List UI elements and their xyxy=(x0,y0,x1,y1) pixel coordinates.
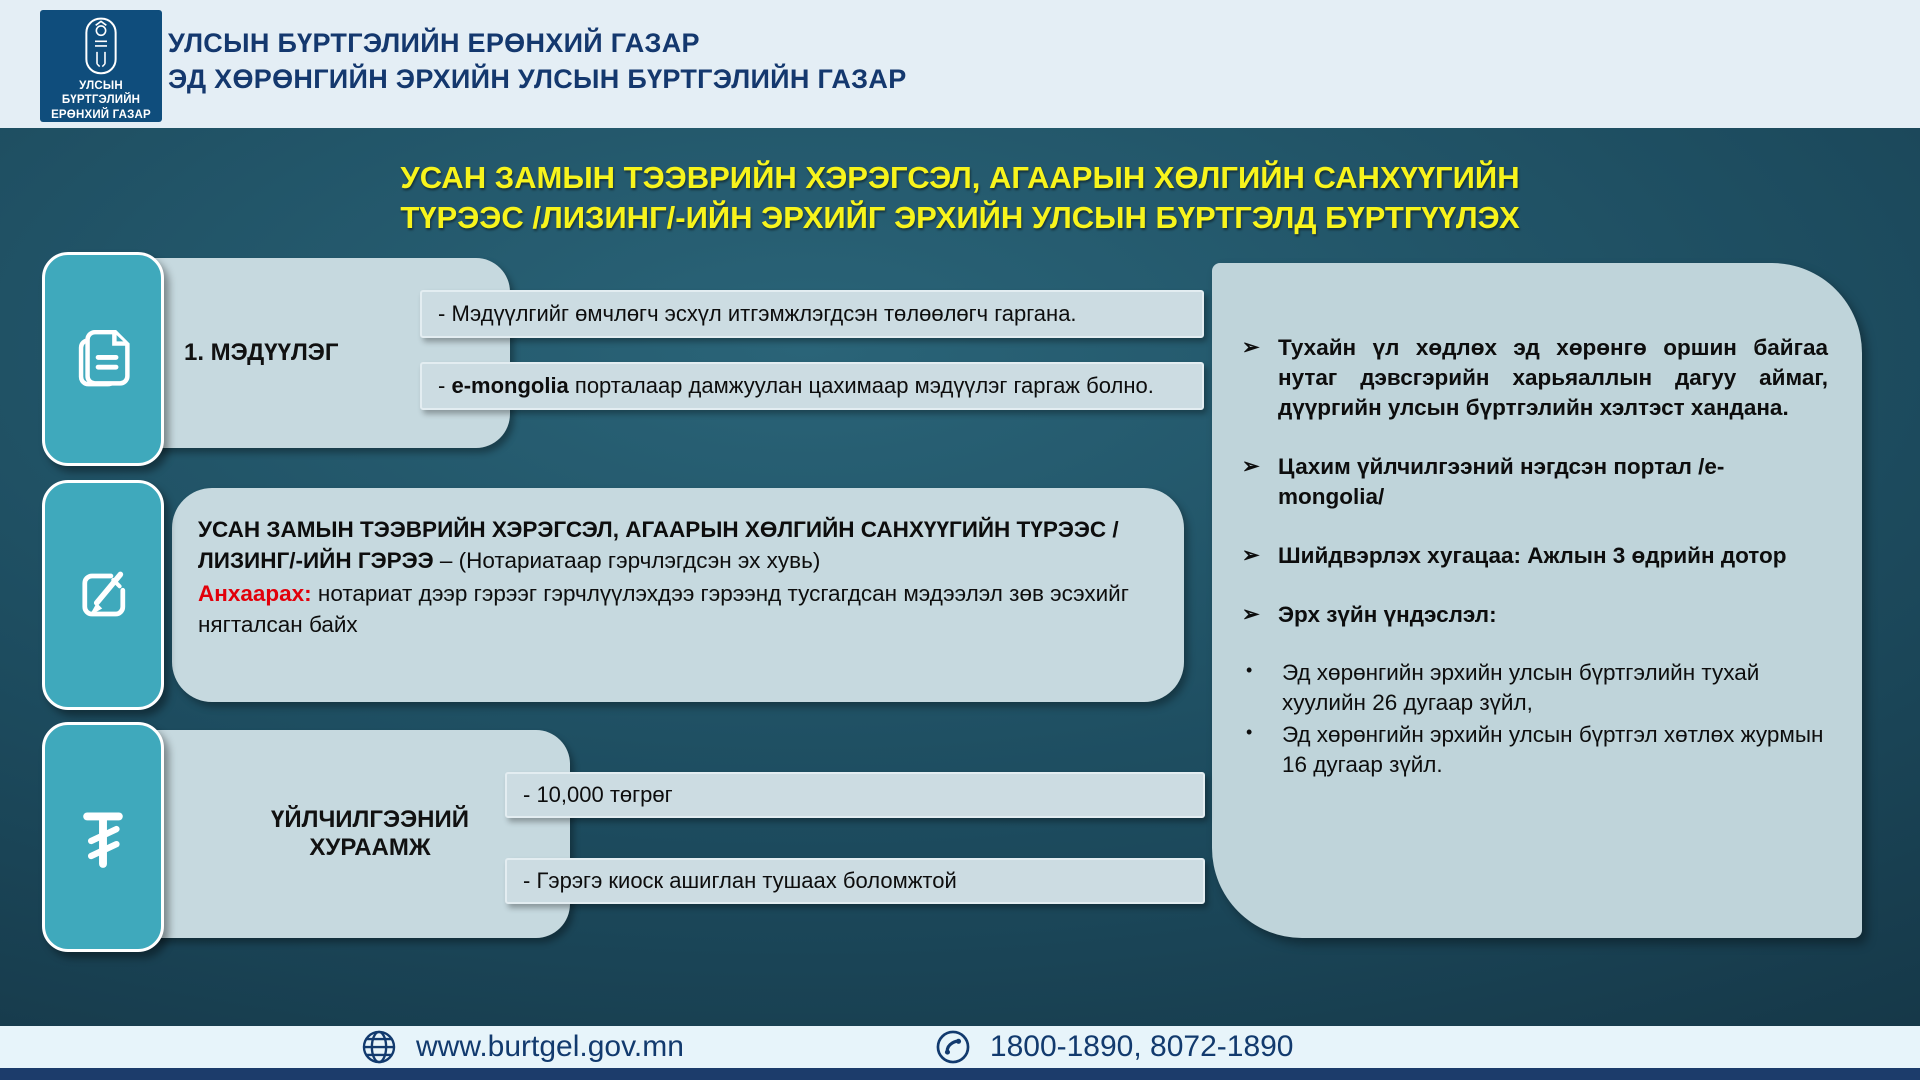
documents-icon xyxy=(64,320,142,398)
step2-contract-box xyxy=(172,488,1184,702)
info-bullet-legal-basis: ➢ Эрх зүйн үндэслэл: xyxy=(1242,600,1828,630)
info-panel xyxy=(1212,263,1862,938)
tugrik-currency-icon xyxy=(65,799,141,875)
step3-note1 xyxy=(505,772,1205,818)
header-bar xyxy=(0,0,1920,128)
step3-note2 xyxy=(505,858,1205,904)
step2-contract-title: УСАН ЗАМЫН ТЭЭВРИЙН ХЭРЭГСЭЛ, АГААРЫН ХӨЛГИЙН САНХҮҮГИЙН ТҮРЭЭС /ЛИЗИНГ/-ИЙН ГЭРЭЭ – (Нотариатаар гэрчлэгдсэн эх хувь) xyxy=(198,517,1119,574)
page-title-line2: ТҮРЭЭС /ЛИЗИНГ/-ИЙН ЭРХИЙГ ЭРХИЙН УЛСЫН БҮРТГЭЛД БҮРТГҮҮЛЭХ xyxy=(400,199,1520,235)
dot-bullet-icon: • xyxy=(1246,660,1253,681)
step3-label-line1: ҮЙЛЧИЛГЭЭНИЙ xyxy=(271,806,469,833)
state-registration-emblem-icon xyxy=(81,16,121,76)
step3-label xyxy=(271,806,469,862)
info-bullet-deadline: ➢ Шийдвэрлэх хугацаа: Ажлын 3 өдрийн дотор xyxy=(1242,541,1828,571)
page-title-line1: УСАН ЗАМЫН ТЭЭВРИЙН ХЭРЭГСЭЛ, АГААРЫН ХӨЛГИЙН САНХҮҮГИЙН xyxy=(400,160,1520,195)
step1-note1 xyxy=(420,290,1204,338)
arrow-bullet-icon: ➢ xyxy=(1242,454,1260,478)
footer-phone-text: 1800-1890, 8072-1890 xyxy=(989,1030,1294,1063)
step3-note2-text: - Гэрэгэ киоск ашиглан тушаах боломжтой xyxy=(523,868,957,893)
info-bullet-rule-16: • Эд хөрөнгийн эрхийн улсын бүртгэл хөтлөх журмын 16 дугаар зүйл. xyxy=(1242,720,1828,780)
step2-warning: Анхаарах: нотариат дээр гэрээг гэрчлүүлэхдээ гэрээнд тусгагдсан мэдээлэл зөв эсэхийг нягталсан байх xyxy=(198,581,1129,638)
footer-phone xyxy=(934,1028,1294,1066)
arrow-bullet-icon: ➢ xyxy=(1242,543,1260,567)
agency-title-line2: ЭД ХӨРӨНГИЙН ЭРХИЙН УЛСЫН БҮРТГЭЛИЙН ГАЗАР xyxy=(168,63,907,94)
arrow-bullet-icon: ➢ xyxy=(1242,336,1260,359)
globe-icon xyxy=(360,1028,398,1066)
info-bullet-portal: ➢ Цахим үйлчилгээний нэгдсэн портал /e-mongolia/ xyxy=(1242,452,1828,512)
page-title xyxy=(0,158,1920,237)
dot-bullet-icon: • xyxy=(1246,722,1253,743)
info-bullet-law-26: • Эд хөрөнгийн эрхийн улсын бүртгэлийн тухай хуулийн 26 дугаар зүйл, xyxy=(1242,658,1828,718)
step3-tile xyxy=(42,722,164,952)
footer-website xyxy=(360,1028,684,1066)
arrow-bullet-icon: ➢ xyxy=(1242,602,1260,626)
logo-caption-line1: УЛСЫН БҮРТГЭЛИЙН xyxy=(61,79,141,107)
footer-bar xyxy=(0,1026,1920,1068)
step1-note1-text: - Мэдүүлгийг өмчлөгч эсхүл итгэмжлэгдсэн төлөөлөгч гаргана. xyxy=(438,301,1077,326)
bottom-accent-strip xyxy=(0,1068,1920,1080)
info-bullet-jurisdiction: ➢ Тухайн үл хөдлөх эд хөрөнгө оршин байгаа нутаг дэвсгэрийн харьяаллын дагуу аймаг, дүүргийн улсын бүртгэлийн хэлтэст хандана. xyxy=(1242,333,1828,423)
step1-note2 xyxy=(420,362,1204,410)
phone-icon xyxy=(934,1028,972,1066)
edit-pencil-icon xyxy=(65,557,141,633)
step1-note2-text: - e-mongolia порталаар дамжуулан цахимаар мэдүүлэг гаргаж болно. xyxy=(438,373,1154,398)
agency-title xyxy=(168,26,907,97)
logo-caption xyxy=(40,79,162,122)
logo-caption-line2: ЕРӨНХИЙ ГАЗАР xyxy=(51,108,151,121)
agency-title-line1: УЛСЫН БҮРТГЭЛИЙН ЕРӨНХИЙ ГАЗАР xyxy=(168,28,700,58)
step3-note1-text: - 10,000 төгрөг xyxy=(523,782,673,807)
footer-website-text: www.burtgel.gov.mn xyxy=(416,1030,684,1063)
step1-label: 1. МЭДҮҮЛЭГ xyxy=(184,339,339,366)
agency-logo xyxy=(40,10,162,122)
step3-label-line2: ХУРААМЖ xyxy=(309,834,431,861)
step2-tile xyxy=(42,480,164,710)
step1-tile xyxy=(42,252,164,466)
